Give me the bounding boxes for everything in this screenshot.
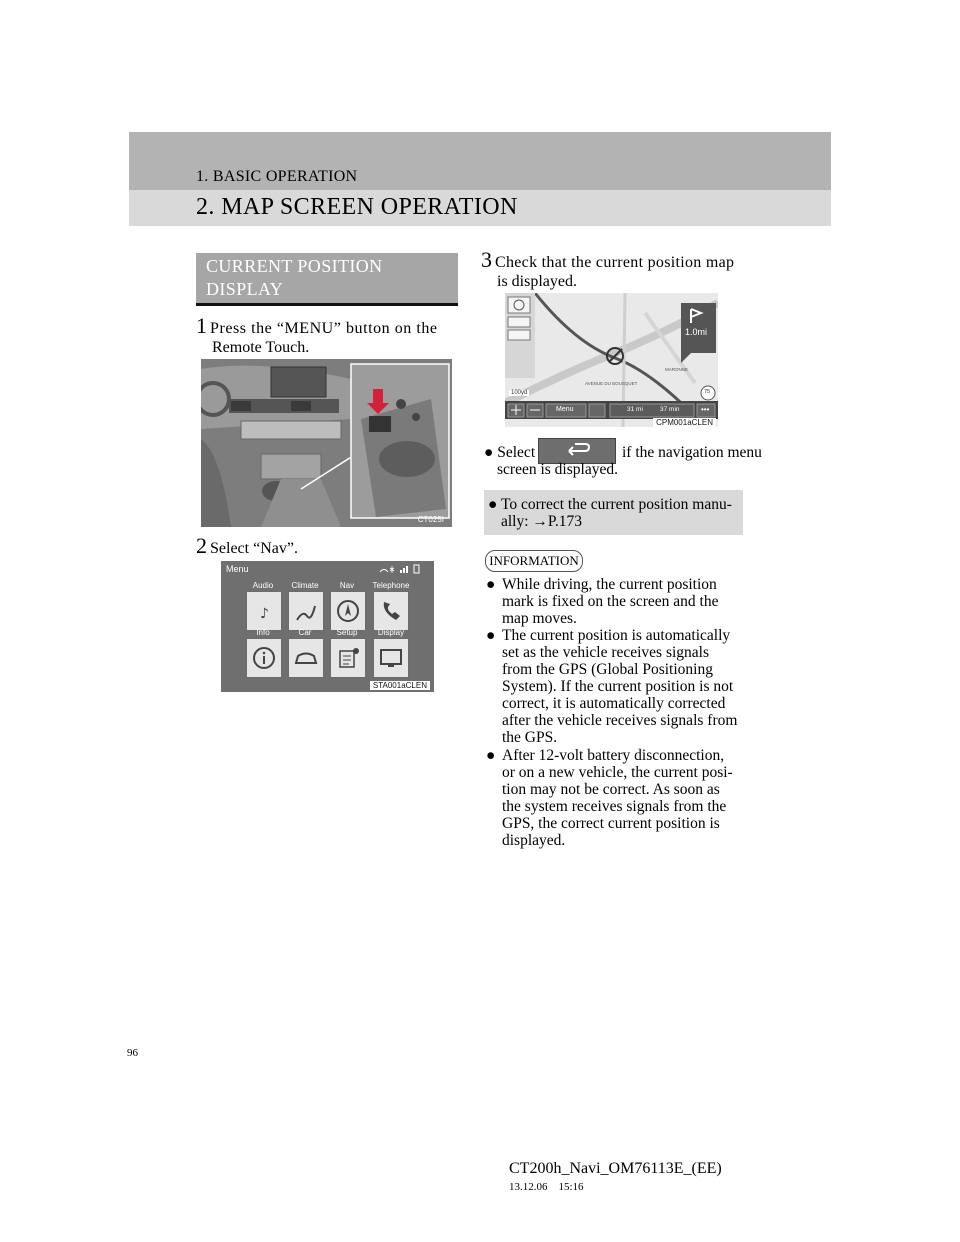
map-screen-figure [505,293,718,427]
bullet-line: correct, it is automatically corrected [502,695,726,712]
bullet-line: mark is fixed on the screen and the [502,593,719,610]
map-menu-button[interactable]: Menu [556,406,574,413]
bullet-icon: ● [486,627,496,644]
step-number: 1 [196,313,207,338]
step-3-text-line2: is displayed. [497,273,577,290]
section-heading: 1. BASIC OPERATION [196,168,358,185]
trip-time: 37 min [660,406,680,413]
tile-label-setup: Setup [336,628,358,637]
climate-tile[interactable] [288,591,324,631]
tile-label-info: Info [256,628,270,637]
info-tile[interactable] [246,638,282,678]
bullet-line: After 12-volt battery disconnection, [502,747,725,764]
step-2 [196,533,458,558]
bullet-icon: ● [488,496,498,513]
correction-note-line2: ally: →P.173 [501,513,582,530]
subsection-title-line2: DISPLAY [206,279,284,299]
document-id: CT200h_Navi_OM76113E_(EE) [509,1160,722,1177]
bullet-line: While driving, the current position [502,576,717,593]
step-1 [196,313,458,357]
bullet-line: the system receives signals from the [502,798,727,815]
tile-label-telephone: Telephone [372,581,410,590]
town-label: MARONNE [665,367,689,372]
subsection-box [196,253,458,306]
bullet-line: from the GPS (Global Positioning [502,661,713,678]
audio-tile[interactable] [246,591,282,631]
bullet-line: the GPS. [502,729,558,746]
step-3-text-line1: Check that the current position map [495,254,735,271]
print-timestamp: 13.12.06 15:16 [509,1181,584,1193]
tile-label-climate: Climate [291,581,319,590]
setup-tile[interactable] [330,638,366,678]
dashboard-figure [201,359,452,527]
route-number: 75 [704,389,711,395]
tile-label-nav: Nav [339,581,355,590]
status-icons [378,564,428,574]
bullet-line: map moves. [502,610,577,627]
tile-label-car: Car [298,628,312,637]
page-title: 2. MAP SCREEN OPERATION [196,194,518,220]
tile-label-display: Display [377,628,405,637]
svg-text:♪: ♪ [260,606,269,622]
info-bullet-2 [486,627,743,746]
distance-callout: 1.0mi [685,327,708,337]
bullet-line: displayed. [502,832,566,849]
bullet-line: System). If the current position is not [502,678,734,695]
info-bullet-3 [486,747,743,849]
correction-note-line1 [488,496,740,513]
select-back-instruction [484,444,762,461]
tile-label-audio: Audio [252,581,274,590]
step-2-text: Select “Nav”. [210,540,298,557]
street-label: AVENUE DU BOUSQUET [585,381,638,386]
bullet-line: GPS, the correct current position is [502,815,720,832]
step-number: 2 [196,533,207,558]
map-scale: 100yd [511,390,528,396]
display-tile[interactable] [373,638,409,678]
subsection-title-line1: CURRENT POSITION [206,256,383,276]
step-number: 3 [481,247,492,272]
figure-code: STA001aCLEN [370,681,430,690]
menu-screen-title: Menu [226,564,249,574]
telephone-tile[interactable] [373,591,409,631]
bullet-line: set as the vehicle receives signals [502,644,710,661]
bullet-icon: ● [486,576,496,593]
select-text-post: if the navigation menu [622,444,762,461]
figure-code: CPM001aCLEN [653,418,716,427]
step-3 [481,247,743,291]
menu-screen-figure [221,561,434,692]
info-bullet-1 [486,576,743,627]
more-options-icon[interactable]: ••• [701,405,710,414]
step-1-text-line2: Remote Touch. [212,339,310,356]
page-number: 96 [127,1047,138,1059]
bullet-icon: ● [484,444,494,461]
correction-note-text: To correct the current position manu- [500,496,732,513]
correction-note-box [484,490,743,535]
select-text: Select [497,444,536,461]
car-tile[interactable] [288,638,324,678]
information-label: INFORMATION [485,550,583,572]
step-1-text-line1: Press the “MENU” button on the [210,320,438,337]
bullet-line: tion may not be correct. As soon as [502,781,720,798]
trip-distance: 31 mi [627,406,643,413]
bullet-icon: ● [486,747,496,764]
bullet-line: The current position is automatically [502,627,731,644]
bullet-line: after the vehicle receives signals from [502,712,738,729]
select-text-line2: screen is displayed. [497,461,618,478]
nav-tile[interactable] [330,591,366,631]
bullet-line: or on a new vehicle, the current posi- [502,764,733,781]
figure-code: CT025I [417,515,444,524]
